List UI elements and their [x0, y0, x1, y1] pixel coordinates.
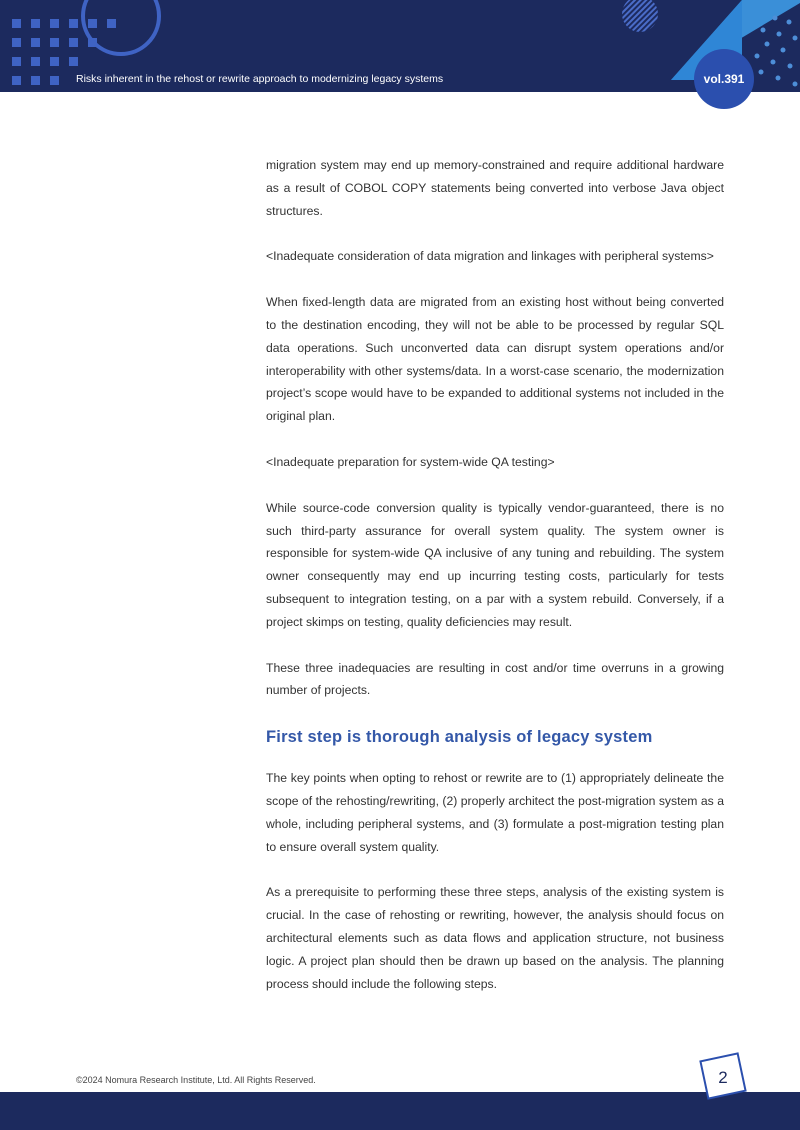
- paragraph: When fixed-length data are migrated from an existing host without being converted to the destination encoding, they will not be able to be processed by regular SQL data operations. Such unconverted data can disrupt system operations and/or interoperability with other systems/data. In a worst-case scenario, the modernization project’s scope would have to be expanded to additional systems not included in the original plan.: [266, 295, 724, 424]
- paragraph: The key points when opting to rehost or rewrite are to (1) appropriately delineate the scope of the rehosting/rewriting, (2) properly architect the post-migration system as a whole, including peripheral systems, and (3) formulate a post-migration testing plan to ensure overall system quality.: [266, 771, 724, 854]
- article-body: [266, 154, 724, 1018]
- footer-band: [0, 1092, 800, 1130]
- paragraph: While source-code conversion quality is typically vendor-guaranteed, there is no such third-party assurance for overall system quality. The system owner is responsible for system-wide QA inclusive of any tuning and rebuilding. The system owner consequently may end up incurring testing costs, particularly for tests subsequent to integration testing, on a par with a system rebuild. Conversely, if a project skimps on testing, quality deficiencies may result.: [266, 500, 724, 629]
- header-title: Risks inherent in the rehost or rewrite approach to modernizing legacy systems: [76, 73, 444, 85]
- paragraph: As a prerequisite to performing these three steps, analysis of the existing system is crucial. In the case of rehosting or rewriting, however, the analysis should focus on architectural elements such as data flows and application structure, not business logic. A project plan should then be drawn up based on the analysis. The planning process should include the following steps.: [266, 885, 724, 991]
- page-number: 2: [718, 1068, 728, 1087]
- paragraph: These three inadequacies are resulting in cost and/or time overruns in a growing number of projects.: [266, 660, 724, 698]
- subheading: <Inadequate consideration of data migration and linkages with peripheral systems>: [266, 249, 714, 264]
- subheading: <Inadequate preparation for system-wide QA testing>: [266, 454, 555, 469]
- section-heading: First step is thorough analysis of legacy system: [266, 728, 653, 747]
- copyright: ©2024 Nomura Research Institute, Ltd. All Rights Reserved.: [76, 1075, 316, 1085]
- paragraph: migration system may end up memory-constrained and require additional hardware as a result of COBOL COPY statements being converted into verbose Java object structures.: [266, 158, 724, 218]
- page-header: [0, 0, 800, 92]
- volume-badge: vol.391: [694, 49, 754, 109]
